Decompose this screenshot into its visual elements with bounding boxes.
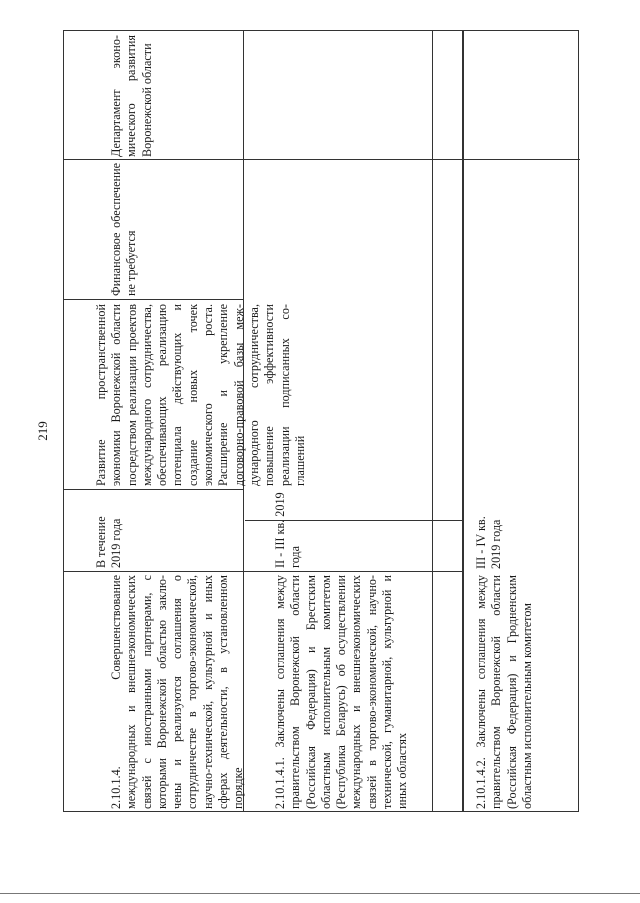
period-text: В течение 2019 года <box>94 516 124 568</box>
event-cell <box>245 572 432 812</box>
period-cell <box>245 490 432 571</box>
page-bottom-rule <box>0 893 640 894</box>
period-cell <box>64 490 243 571</box>
event-text: 2.10.1.4.2. Заключены соглашения между правительством Воронежской области (Российская Федерация) и Гродненским областным исполнительным комитетом <box>474 575 534 809</box>
period-text: II - III кв. 2019 года <box>273 492 303 568</box>
event-text: 2.10.1.4.1. Заключены соглашения между правительством Воронежской области (Российская Федерация) и Брестским областным исполнительным комитетом (Республика Беларусь) об осуществлении международных и внешнеэкономических связей в торгово-экономической, научно-технической, гуманитарной, культурной и иных областях <box>273 575 410 809</box>
page-number: 219 <box>35 421 50 441</box>
event-text: 2.10.1.4. Совершенствование международных и внешнеэкономических связей с иностранными партнерами, с которыми Воронежской областью заключены и реализуются соглашения о сотрудничестве в торгово-экономической, научно-технической, культурной и иных сферах деятельности, в установленном порядке <box>109 575 246 809</box>
financing-text: Финансовое обеспечение не требуется <box>109 163 139 296</box>
event-cell <box>64 572 246 812</box>
executor-text: Департамент экономического развития Воронежской области <box>109 35 154 157</box>
period-cell <box>464 516 580 571</box>
period-text: III - IV кв. 2019 года <box>474 516 504 569</box>
plan-table <box>63 30 579 812</box>
result-text: Развитие пространственной экономики Воронежской области посредством реализации проектов международного сотрудничества, обеспечивающих реализацию потенциала действующих и создание новых точек экономического роста. Расширение и укрепление договорно-правовой базы международного сотрудничества, повышение эффективности реализации подписанных соглашений <box>94 304 307 486</box>
financing-cell <box>64 160 243 299</box>
row-divider <box>432 31 433 811</box>
event-cell <box>464 572 580 812</box>
result-cell <box>64 300 307 489</box>
executor-cell <box>64 31 243 159</box>
